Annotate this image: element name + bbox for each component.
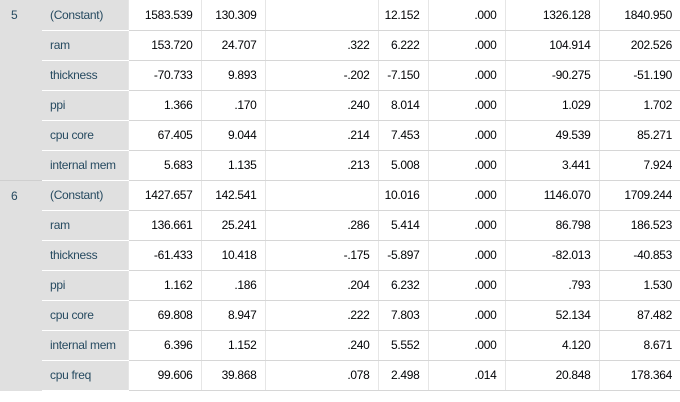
variable-name-cell: thickness [42,60,128,90]
ci-lower-bound-cell: -90.275 [505,60,599,90]
t-value-cell: 7.803 [378,300,428,330]
unstandardized-b-cell: 69.808 [128,300,201,330]
std-error-cell: 142.541 [201,180,265,210]
model-number-cell [0,150,42,180]
sig-cell: .000 [428,60,505,90]
unstandardized-b-cell: 5.683 [128,150,201,180]
ci-upper-bound-cell: -40.853 [599,240,680,270]
sig-cell: .000 [428,210,505,240]
variable-name-cell: thickness [42,240,128,270]
ci-upper-bound-cell: 1.530 [599,270,680,300]
std-error-cell: 25.241 [201,210,265,240]
ci-upper-bound-cell: -51.190 [599,60,680,90]
unstandardized-b-cell: 1583.539 [128,0,201,30]
t-value-cell: 10.016 [378,180,428,210]
variable-name-cell: (Constant) [42,180,128,210]
model-number-cell [0,30,42,60]
variable-name-cell: internal mem [42,330,128,360]
std-error-cell: 9.044 [201,120,265,150]
unstandardized-b-cell: 136.661 [128,210,201,240]
ci-lower-bound-cell: 104.914 [505,30,599,60]
ci-lower-bound-cell: 20.848 [505,360,599,390]
table-row [0,300,680,330]
sig-cell: .000 [428,180,505,210]
model-number-cell [0,270,42,300]
model-number-cell [0,90,42,120]
ci-lower-bound-cell: 1.029 [505,90,599,120]
ci-upper-bound-cell: 85.271 [599,120,680,150]
sig-cell: .014 [428,360,505,390]
std-error-cell: 1.135 [201,150,265,180]
model-number-cell [0,360,42,390]
table-row [0,120,680,150]
model-number-cell: 5 [0,0,42,30]
std-error-cell: .170 [201,90,265,120]
variable-name-cell: ram [42,210,128,240]
ci-upper-bound-cell: 7.924 [599,150,680,180]
variable-name-cell: ram [42,30,128,60]
ci-upper-bound-cell: 1709.244 [599,180,680,210]
std-error-cell: 9.893 [201,60,265,90]
standardized-beta-cell: .322 [265,30,378,60]
ci-lower-bound-cell: 49.539 [505,120,599,150]
t-value-cell: 6.222 [378,30,428,60]
standardized-beta-cell: .286 [265,210,378,240]
variable-name-cell: (Constant) [42,0,128,30]
table-row [0,210,680,240]
ci-lower-bound-cell: 86.798 [505,210,599,240]
t-value-cell: -5.897 [378,240,428,270]
ci-lower-bound-cell: 3.441 [505,150,599,180]
table-row [0,360,680,390]
ci-upper-bound-cell: 87.482 [599,300,680,330]
standardized-beta-cell: .240 [265,90,378,120]
standardized-beta-cell: .240 [265,330,378,360]
ci-lower-bound-cell: 1146.070 [505,180,599,210]
table-row [0,0,680,30]
ci-lower-bound-cell: 4.120 [505,330,599,360]
model-number-cell [0,210,42,240]
unstandardized-b-cell: 153.720 [128,30,201,60]
t-value-cell: 5.552 [378,330,428,360]
standardized-beta-cell: .222 [265,300,378,330]
variable-name-cell: ppi [42,270,128,300]
standardized-beta-cell: -.202 [265,60,378,90]
ci-upper-bound-cell: 178.364 [599,360,680,390]
ci-lower-bound-cell: .793 [505,270,599,300]
std-error-cell: 8.947 [201,300,265,330]
sig-cell: .000 [428,330,505,360]
t-value-cell: -7.150 [378,60,428,90]
std-error-cell: 1.152 [201,330,265,360]
unstandardized-b-cell: 1427.657 [128,180,201,210]
unstandardized-b-cell: -61.433 [128,240,201,270]
table-row [0,30,680,60]
variable-name-cell: internal mem [42,150,128,180]
sig-cell: .000 [428,0,505,30]
standardized-beta-cell [265,0,378,30]
ci-lower-bound-cell: 1326.128 [505,0,599,30]
standardized-beta-cell: .214 [265,120,378,150]
table-row [0,330,680,360]
unstandardized-b-cell: 1.366 [128,90,201,120]
ci-upper-bound-cell: 1.702 [599,90,680,120]
sig-cell: .000 [428,270,505,300]
ci-upper-bound-cell: 202.526 [599,30,680,60]
standardized-beta-cell: .213 [265,150,378,180]
ci-upper-bound-cell: 1840.950 [599,0,680,30]
standardized-beta-cell: .078 [265,360,378,390]
unstandardized-b-cell: 1.162 [128,270,201,300]
std-error-cell: .186 [201,270,265,300]
table-row [0,270,680,300]
unstandardized-b-cell: 6.396 [128,330,201,360]
sig-cell: .000 [428,120,505,150]
sig-cell: .000 [428,150,505,180]
table-row [0,90,680,120]
standardized-beta-cell: .204 [265,270,378,300]
t-value-cell: 5.008 [378,150,428,180]
table-row [0,240,680,270]
model-number-cell: 6 [0,180,42,210]
variable-name-cell: cpu core [42,300,128,330]
std-error-cell: 39.868 [201,360,265,390]
sig-cell: .000 [428,90,505,120]
t-value-cell: 8.014 [378,90,428,120]
table-row [0,60,680,90]
t-value-cell: 2.498 [378,360,428,390]
standardized-beta-cell: -.175 [265,240,378,270]
ci-lower-bound-cell: -82.013 [505,240,599,270]
sig-cell: .000 [428,300,505,330]
variable-name-cell: ppi [42,90,128,120]
table-row [0,150,680,180]
std-error-cell: 130.309 [201,0,265,30]
model-number-cell [0,60,42,90]
model-number-cell [0,120,42,150]
std-error-cell: 24.707 [201,30,265,60]
sig-cell: .000 [428,30,505,60]
t-value-cell: 5.414 [378,210,428,240]
t-value-cell: 12.152 [378,0,428,30]
model-number-cell [0,330,42,360]
variable-name-cell: cpu freq [42,360,128,390]
t-value-cell: 7.453 [378,120,428,150]
std-error-cell: 10.418 [201,240,265,270]
standardized-beta-cell [265,180,378,210]
ci-lower-bound-cell: 52.134 [505,300,599,330]
variable-name-cell: cpu core [42,120,128,150]
ci-upper-bound-cell: 8.671 [599,330,680,360]
table-row [0,180,680,210]
sig-cell: .000 [428,240,505,270]
unstandardized-b-cell: -70.733 [128,60,201,90]
model-number-cell [0,300,42,330]
unstandardized-b-cell: 67.405 [128,120,201,150]
ci-upper-bound-cell: 186.523 [599,210,680,240]
t-value-cell: 6.232 [378,270,428,300]
model-number-cell [0,240,42,270]
unstandardized-b-cell: 99.606 [128,360,201,390]
